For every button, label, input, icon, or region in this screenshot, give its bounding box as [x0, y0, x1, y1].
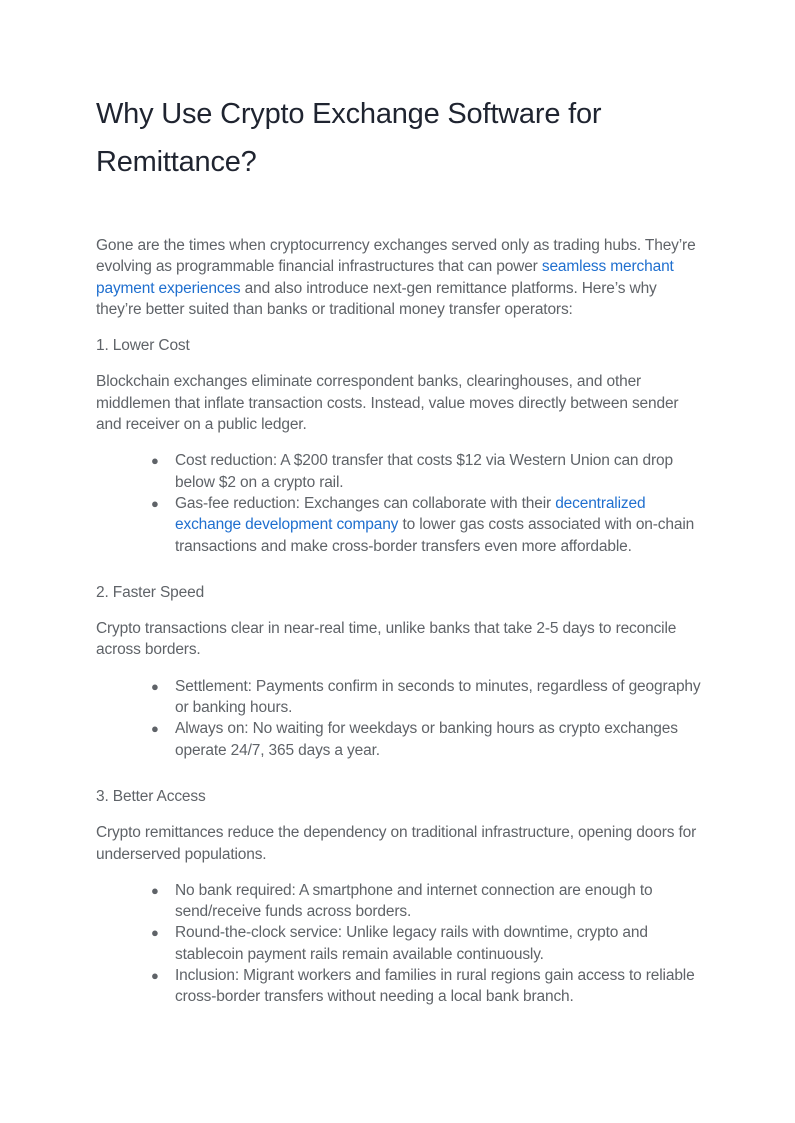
list-item: ● Gas-fee reduction: Exchanges can collaborate with their decentralized exchange development company to lower gas costs associated with on-chain transactions and make cross-border transfers even more affordable.: [151, 494, 695, 555]
bullet-list-better-access: [96, 880, 702, 1008]
list-item: ● Round-the-clock service: Unlike legacy rails with downtime, crypto and stablecoin payment rails remain available continuously.: [151, 924, 648, 963]
section-paragraph-faster-speed: Crypto transactions clear in near-real time, unlike banks that take 2-5 days to reconcile across borders.: [96, 620, 677, 659]
list-item: ● Always on: No waiting for weekdays or banking hours as crypto exchanges operate 24/7, 365 days a year.: [151, 720, 678, 759]
section-heading-faster-speed: 2. Faster Speed: [96, 583, 205, 601]
list-item: ● No bank required: A smartphone and internet connection are enough to send/receive funds across borders.: [151, 881, 653, 921]
seamless-merchant-link[interactable]: seamless merchant payment experiences: [96, 258, 674, 297]
section-heading-better-access: 3. Better Access: [96, 787, 206, 805]
document-page: [96, 90, 702, 1033]
intro-paragraph: Gone are the times when cryptocurrency exchanges served only as trading hubs. They’re evolving as programmable financial infrastructures that can power seamless merchant payment experiences and also introduce next-gen remittance platforms. Here’s why they’re better suited than banks or traditional money transfer operators:: [96, 237, 696, 318]
bullet-list-lower-cost: [96, 450, 702, 556]
bullet-icon: ●: [151, 678, 159, 694]
bullet-icon: ●: [151, 925, 159, 941]
page-title: Why Use Crypto Exchange Software for Remittance?: [96, 98, 602, 178]
bullet-icon: ●: [151, 968, 159, 984]
section-heading-lower-cost: 1. Lower Cost: [96, 337, 190, 355]
bullet-icon: ●: [151, 495, 159, 511]
bullet-icon: ●: [151, 721, 159, 737]
dex-development-link[interactable]: decentralized exchange development company: [175, 494, 646, 534]
bullet-list-faster-speed: [96, 676, 702, 761]
bullet-icon: ●: [151, 453, 159, 469]
section-paragraph-better-access: Crypto remittances reduce the dependency on traditional infrastructure, opening doors for underserved populations.: [96, 824, 697, 863]
bullet-icon: ●: [151, 882, 159, 898]
list-item: ● Cost reduction: A $200 transfer that costs $12 via Western Union can drop below $2 on a crypto rail.: [151, 452, 673, 491]
list-item: ● Inclusion: Migrant workers and families in rural regions gain access to reliable cross-border transfers without needing a local bank branch.: [151, 967, 695, 1006]
list-item: ● Settlement: Payments confirm in seconds to minutes, regardless of geography or banking hours.: [151, 677, 701, 717]
section-paragraph-lower-cost: Blockchain exchanges eliminate correspondent banks, clearinghouses, and other middlemen that inflate transaction costs. Instead, value moves directly between sender and receiver on a public ledger.: [96, 373, 679, 434]
